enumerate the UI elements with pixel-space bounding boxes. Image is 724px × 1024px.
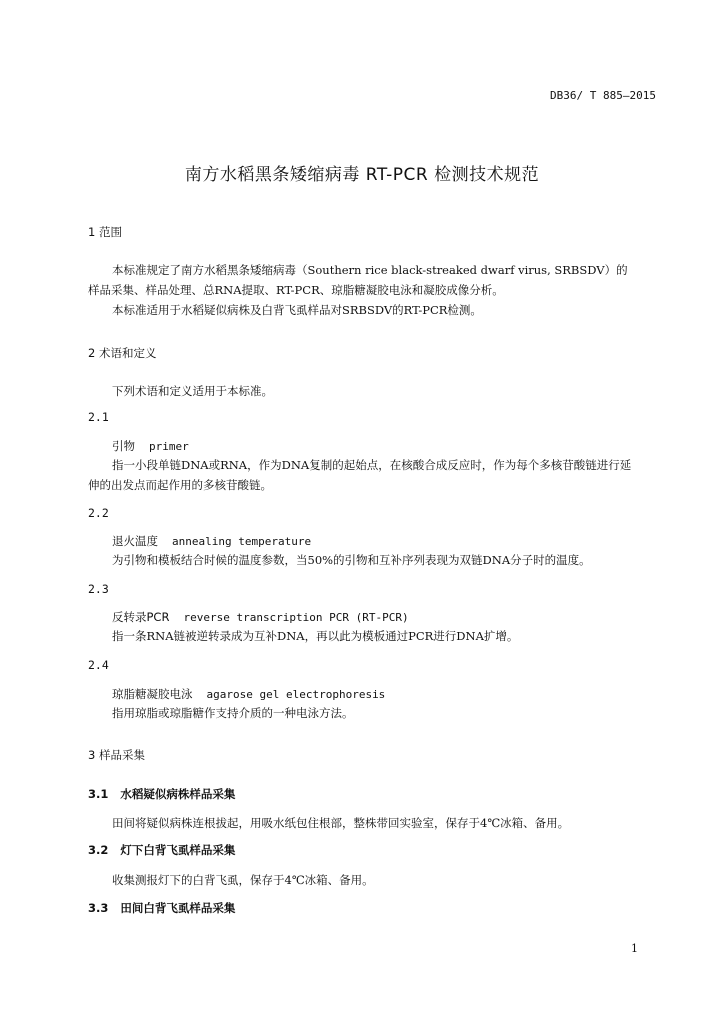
term-2-3-def-line1: 指一条RNA链被逆转录成为互补DNA，再以此为模板通过PCR进行DNA扩增。 [112,629,519,643]
subsection-3-2-title: 灯下白背飞虱样品采集 [120,843,236,857]
term-2-2 [112,533,311,549]
subsection-3-3-title: 田间白背飞虱样品采集 [120,901,236,915]
section-1-para2: 本标准适用于水稻疑似病株及白背飞虱样品对SRBSDV的RT-PCR检测。 [112,303,482,317]
term-2-3-number: 2.3 [88,582,109,596]
section-2-intro: 下列术语和定义适用于本标准。 [112,384,273,398]
subsection-3-3-number: 3.3 [88,901,109,915]
subsection-3-3-heading [88,900,235,916]
term-2-2-zh: 退火温度 [112,534,158,548]
term-2-2-en: annealing temperature [172,535,312,548]
standard-number: DB36/ T 885—2015 [550,89,656,102]
term-2-3-zh: 反转录PCR [112,610,170,624]
page-number: 1 [631,942,638,955]
subsection-3-1-heading [88,786,235,802]
term-2-4-number: 2.4 [88,658,109,672]
term-2-1-zh: 引物 [112,439,135,453]
term-2-1-def-line2: 伸的出发点而起作用的多核苷酸链。 [88,478,272,492]
subsection-3-2-heading [88,842,235,858]
section-2-heading: 2 术语和定义 [88,346,157,360]
term-2-3 [112,609,409,625]
document-title: 南方水稻黑条矮缩病毒 RT-PCR 检测技术规范 [184,165,540,185]
term-2-4-def-line1: 指用琼脂或琼脂糖作支持介质的一种电泳方法。 [112,706,354,720]
term-2-1-en: primer [149,440,189,453]
term-2-1-number: 2.1 [88,410,109,424]
section-1-heading: 1 范围 [88,225,122,239]
subsection-3-2-text: 收集测报灯下的白背飞虱，保存于4℃冰箱、备用。 [112,873,374,887]
term-2-4-en: agarose gel electrophoresis [206,688,386,701]
subsection-3-1-title: 水稻疑似病株样品采集 [120,787,236,801]
term-2-1 [112,438,189,454]
term-2-3-en: reverse transcription PCR (RT-PCR) [183,611,409,624]
subsection-3-1-number: 3.1 [88,787,109,801]
subsection-3-1-text: 田间将疑似病株连根拔起，用吸水纸包住根部，整株带回实验室，保存于4℃冰箱、备用。 [112,816,570,830]
section-3-heading: 3 样品采集 [88,748,145,762]
term-2-2-def-line1: 为引物和模板结合时候的温度参数，当50%的引物和互补序列表现为双链DNA分子时的温度。 [112,553,591,567]
subsection-3-2-number: 3.2 [88,843,109,857]
term-2-1-def-line1: 指一小段单链DNA或RNA，作为DNA复制的起始点，在核酸合成反应时，作为每个多核苷酸链进行延 [112,458,632,472]
term-2-4 [112,686,385,702]
term-2-4-zh: 琼脂糖凝胶电泳 [112,687,193,701]
term-2-2-number: 2.2 [88,506,109,520]
section-1-para1-line1: 本标准规定了南方水稻黑条矮缩病毒（Southern rice black-streaked dwarf virus, SRBSDV）的 [112,263,628,277]
section-1-para1-line2: 样品采集、样品处理、总RNA提取、RT-PCR、琼脂糖凝胶电泳和凝胶成像分析。 [88,283,504,297]
